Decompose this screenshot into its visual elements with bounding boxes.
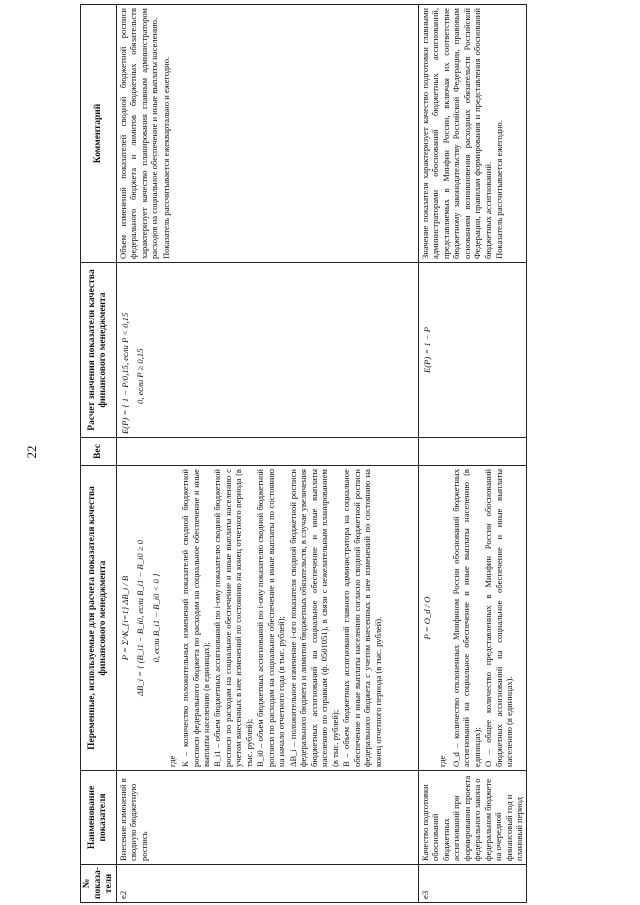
header-calc: Расчет значения показателя качества финансового менеджмента — [81, 263, 117, 438]
comment-text: Значение показателя характеризует качество подготовки главными администраторами обоснований бюджетных ассигнований, представляемых в Минфин России, включая их соответствие бюджетному законодательству Российской Федерации, правовым основаниям возникновения расходных обязательств Российской Федерации, правилам формирования и представления обоснований бюджетных ассигнований. — [419, 8, 493, 259]
param-description: B – объем бюджетных ассигнований главного администратора на социальное обеспечение и иные выплаты населению согласно сводной бюджетной росписи федерального бюджета с учетом внесенных в нее изменений по состоянию на конец отчетного периода (в тыс. рублей). — [341, 469, 383, 767]
param-description: K – количество положительных изменений показателей сводной бюджетной росписи федерального бюджета по расходам на социальное обеспечение и иные выплаты населению (в единицах); — [180, 469, 211, 767]
row-name: Качество подготовки обоснований бюджетных ассигнований при формировании проекта федерального закона о федеральном бюджете на очередной финансовый год и плановый период — [418, 771, 526, 865]
row-calc — [116, 263, 418, 438]
row-weight — [418, 438, 526, 466]
comment-frequency: Показатель рассчитывается ежеквартально и ежегодно. — [160, 56, 171, 259]
table-row-e3 — [418, 5, 526, 903]
header-name: Наименование показателя — [81, 771, 117, 865]
param-description: ΔB_i – положительное изменение i-ого показателя сводной бюджетной росписи федерального бюджета и лимитов бюджетных обязательств, в случае увеличения бюджетных ассигнований на социальное обеспечение и иные выплаты населению по справкам (ф. 0501051), в связи с нежелательным планированием (в тыс. рублей); — [287, 469, 340, 767]
row-num: е2 — [116, 865, 418, 903]
row-weight — [116, 438, 418, 466]
page-number: 22 — [24, 445, 39, 459]
rotated-landscape-sheet — [80, 5, 616, 903]
param-description: O_d – количество отклоненных Минфином России обоснований бюджетных ассигнований на социальное обеспечение и иные выплаты населению (в единицах); — [450, 469, 482, 767]
param-description: B_i0 – объем бюджетных ассигнований по i-ому показателю сводной бюджетной росписи по расходам на социальное обеспечение и иные выплаты по состоянию на начало отчетного года (в тыс. рублей); — [255, 469, 287, 767]
formula-delta-b-2: 0, если B_i1 − B_i0 < 0 } — [150, 573, 161, 663]
where-label: где — [437, 755, 448, 767]
formula-delta-b-1: ΔB_i = { (B_i1 − B_i0, если B_i1 − B_i0 ≥ 0 — [135, 540, 146, 696]
header-comment: Комментарий — [81, 5, 117, 263]
header-row — [81, 5, 117, 903]
row-name: Внесение изменений в сводную бюджетную роспись — [116, 771, 418, 865]
row-comment — [418, 5, 526, 263]
row-comment — [116, 5, 418, 263]
param-description: O – общее количество представленных в Минфин России обоснований бюджетных ассигнований на социальное обеспечение и иные выплаты населению (в единицах). — [483, 469, 515, 767]
where-label: где — [166, 755, 177, 767]
row-num: е3 — [418, 865, 526, 903]
calc-formula-1: E(P) = { 1 − P/0,15, если P < 0,15 — [119, 312, 130, 434]
comment-frequency: Показатель рассчитывается ежегодно. — [494, 120, 505, 259]
indicators-table — [80, 4, 527, 903]
formula-p: P = Σ^K_{i=1} ΔB_i / B — [119, 575, 130, 661]
header-weight: Вес — [81, 438, 117, 466]
param-description: B_i1 – объем бюджетных ассигнований по i-ому показателю сводной бюджетной росписи по расходам на социальное обеспечение и иные выплаты населению с учетом внесенных в нее изменений по состоянию на конец отчетного периода (в тыс. рублей); — [212, 469, 254, 767]
calc-formula-2: 0, если P ≥ 0,15 — [135, 348, 146, 404]
row-calc — [418, 263, 526, 438]
header-variables: Переменные, используемые для расчета показателя качества финансового менеджмента — [81, 466, 117, 771]
table-row-e2 — [116, 5, 418, 903]
row-variables — [116, 466, 418, 771]
comment-text: Объем изменений показателей сводной бюджетной росписи федерального бюджета и лимитов бюджетных обязательств характеризует качество планирования главным администратором расходов на социальное обеспечение и иные выплаты населению. — [117, 8, 160, 259]
calc-formula-1: E(P) = 1 − P — [421, 327, 432, 373]
header-num: № показа-теля — [81, 865, 117, 903]
formula-p: P = O_d / O — [421, 596, 432, 640]
row-variables — [418, 466, 526, 771]
